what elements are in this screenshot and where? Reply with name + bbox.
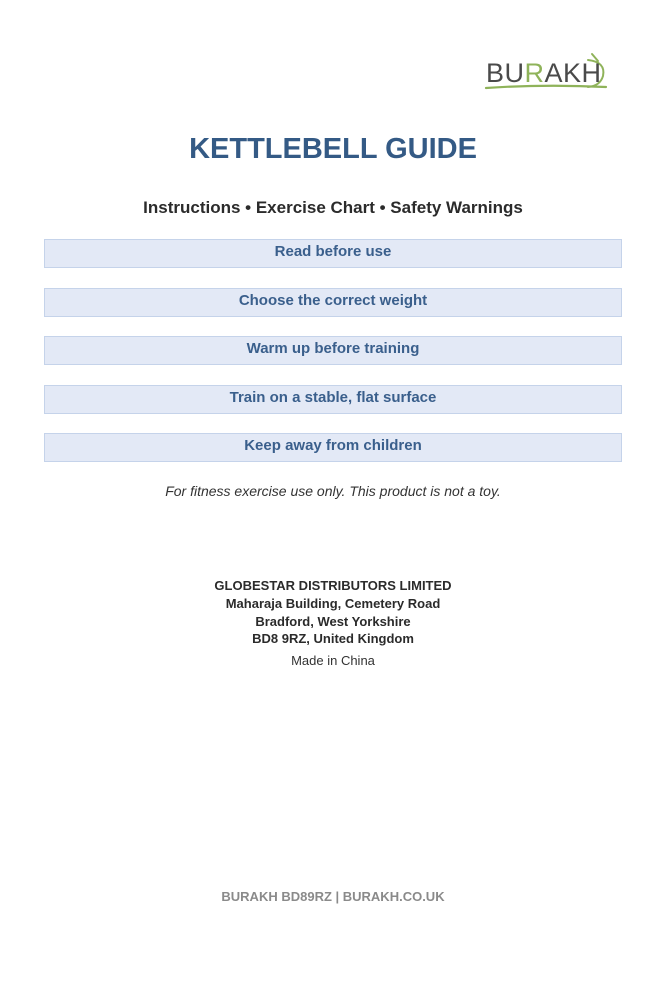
logo-wordmark xyxy=(486,58,602,88)
logo-letter-accent: R xyxy=(524,58,545,88)
page-subtitle: Instructions • Exercise Chart • Safety Warnings xyxy=(143,198,523,217)
distributor-address-block xyxy=(0,577,666,669)
notice-bar: Train on a stable, flat surface xyxy=(44,385,622,414)
page-title: KETTLEBELL GUIDE xyxy=(189,133,477,165)
logo-letter: H xyxy=(581,58,602,88)
address-line: Maharaja Building, Cemetery Road xyxy=(225,595,441,611)
notice-bar: Warm up before training xyxy=(44,336,622,365)
safety-notice-list xyxy=(44,239,622,482)
country-of-origin: Made in China xyxy=(291,653,375,669)
page-footer: BURAKH BD89RZ | BURAKH.CO.UK xyxy=(221,889,445,904)
logo-letter: U xyxy=(504,58,525,88)
brand-logo xyxy=(484,50,612,94)
address-line: Bradford, West Yorkshire xyxy=(255,613,411,629)
notice-bar: Read before use xyxy=(44,239,622,268)
logo-letter: A xyxy=(544,58,564,88)
notice-bar: Keep away from children xyxy=(44,433,622,462)
logo-letter: B xyxy=(486,58,505,88)
usage-disclaimer: For fitness exercise use only. This product is not a toy. xyxy=(165,483,501,499)
logo-letter: K xyxy=(563,58,582,88)
address-line: BD8 9RZ, United Kingdom xyxy=(252,631,414,647)
distributor-name: GLOBESTAR DISTRIBUTORS LIMITED xyxy=(214,578,452,593)
notice-bar: Choose the correct weight xyxy=(44,288,622,317)
